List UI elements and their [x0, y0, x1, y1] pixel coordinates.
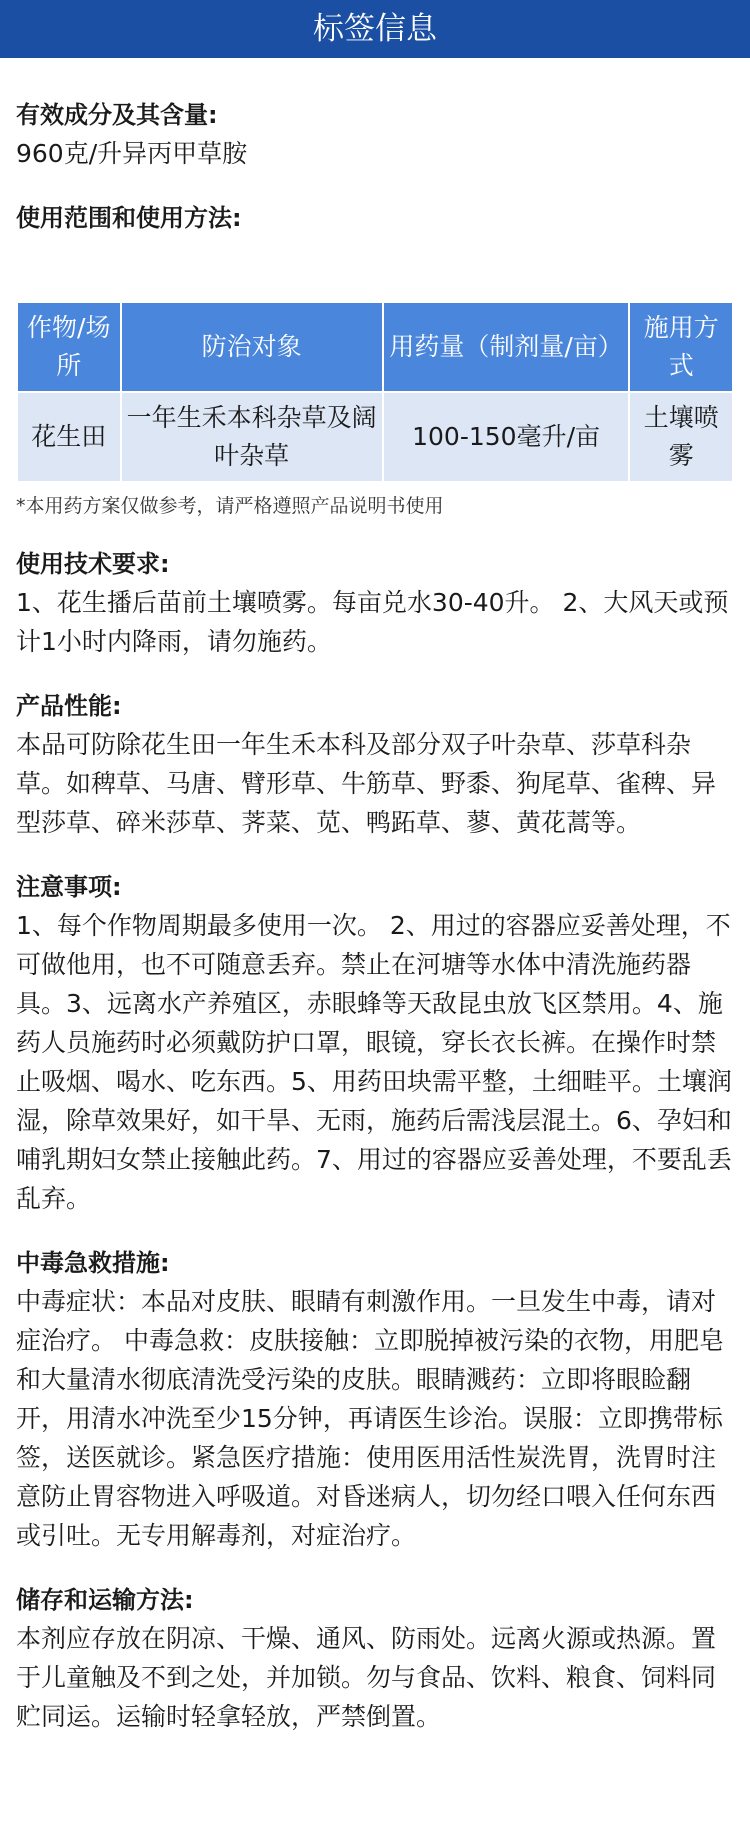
firstaid-section [16, 1244, 734, 1555]
precautions-section [16, 868, 734, 1218]
table-cell-method: 土壤喷雾 [629, 392, 733, 482]
performance-text: 本品可防除花生田一年生禾本科及部分双子叶杂草、莎草科杂草。如稗草、马唐、臂形草、牛筋草、野黍、狗尾草、雀稗、异型莎草、碎米莎草、荠菜、苋、鸭跖草、蓼、黄花蒿等。 [16, 730, 717, 837]
tech-text: 1、花生播后苗前土壤喷雾。每亩兑水30-40升。 2、大风天或预计1小时内降雨，请勿施药。 [16, 588, 729, 656]
table-header-crop: 作物/场所 [17, 302, 121, 392]
tech-section [16, 545, 734, 661]
table-header-target: 防治对象 [121, 302, 383, 392]
precautions-text: 1、每个作物周期最多使用一次。 2、用过的容器应妥善处理，不可做他用，也不可随意丢弃。禁止在河塘等水体中清洗施药器具。3、远离水产养殖区，赤眼蜂等天敌昆虫放飞区禁用。4、施药人员施药时必须戴防护口罩，眼镜，穿长衣长裤。在操作时禁止吸烟、喝水、吃东西。5、用药田块需平整，土细畦平。土壤润湿，除草效果好，如干旱、无雨，施药后需浅层混土。6、孕妇和哺乳期妇女禁止接触此药。7、用过的容器应妥善处理，不要乱丢乱弃。 [16, 911, 732, 1213]
usage-section [16, 199, 734, 521]
firstaid-text: 中毒症状：本品对皮肤、眼睛有刺激作用。一旦发生中毒，请对症治疗。 中毒急救：皮肤接触：立即脱掉被污染的衣物，用肥皂和大量清水彻底清洗受污染的皮肤。眼睛溅药：立即将眼睑翻开，用清水冲洗至少15分钟，再请医生诊治。误服：立即携带标签，送医就诊。紧急医疗措施：使用医用活性炭洗胃，洗胃时注意防止胃容物进入呼吸道。对昏迷病人，切勿经口喂入任何东西或引吐。无专用解毒剂，对症治疗。 [16, 1287, 724, 1550]
performance-section [16, 687, 734, 842]
usage-note: *本用药方案仅做参考，请严格遵照产品说明书使用 [16, 495, 444, 517]
storage-label: 储存和运输方法: [16, 1586, 194, 1614]
storage-section [16, 1581, 734, 1736]
storage-text: 本剂应存放在阴凉、干燥、通风、防雨处。远离火源或热源。置于儿童触及不到之处，并加锁。勿与食品、饮料、粮食、饲料同贮同运。运输时轻拿轻放，严禁倒置。 [16, 1624, 717, 1731]
page-header [0, 0, 750, 58]
table-header-row [17, 302, 733, 392]
page-title: 标签信息 [313, 11, 437, 47]
precautions-label: 注意事项: [16, 873, 122, 901]
firstaid-label: 中毒急救措施: [16, 1249, 170, 1277]
table-header-method: 施用方式 [629, 302, 733, 392]
ingredient-section [16, 96, 734, 173]
ingredient-label: 有效成分及其含量: [16, 101, 218, 129]
usage-table-wrap [16, 301, 734, 483]
table-cell-target: 一年生禾本科杂草及阔叶杂草 [121, 392, 383, 482]
usage-label: 使用范围和使用方法: [16, 204, 242, 232]
table-cell-crop: 花生田 [17, 392, 121, 482]
label-content [0, 58, 750, 1736]
performance-label: 产品性能: [16, 692, 122, 720]
ingredient-value: 960克/升异丙甲草胺 [16, 139, 248, 168]
table-header-dosage: 用药量（制剂量/亩） [383, 302, 630, 392]
table-row [17, 392, 733, 482]
tech-label: 使用技术要求: [16, 550, 170, 578]
table-cell-dosage: 100-150毫升/亩 [383, 392, 630, 482]
usage-table [16, 301, 734, 483]
